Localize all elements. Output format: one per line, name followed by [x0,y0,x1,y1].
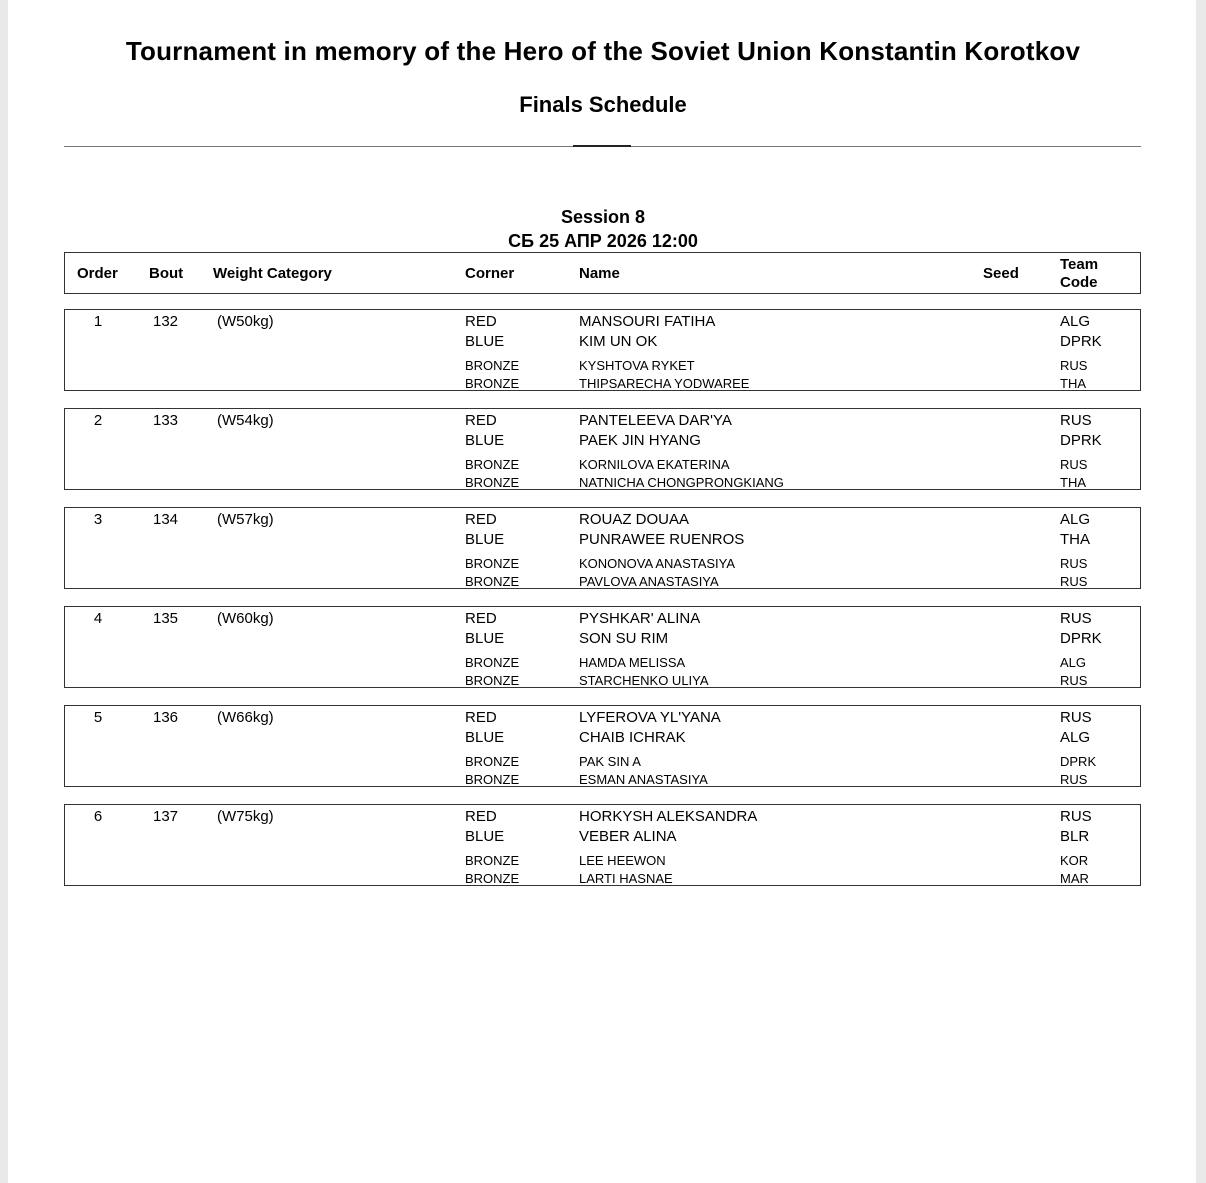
bout-row [64,804,1141,886]
corner-label: BRONZE [465,655,520,670]
table-header [64,252,1141,294]
weight-category: (W66kg) [217,709,274,726]
athlete-name: SON SU RIM [579,630,669,647]
corner-label: RED [465,709,497,726]
team-code: ALG [1060,313,1091,330]
bout-number: 134 [153,511,179,528]
athlete-name: KORNILOVA EKATERINA [579,457,730,472]
bout-number: 132 [153,313,179,330]
col-name: Name [579,265,620,282]
bout-row [64,309,1141,391]
corner-label: BRONZE [465,457,520,472]
col-order: Order [77,265,118,282]
athlete-name: PUNRAWEE RUENROS [579,531,745,548]
athlete-name: STARCHENKO ULIYA [579,673,709,688]
team-code: RUS [1060,457,1088,472]
athlete-name: PYSHKAR' ALINA [579,610,701,627]
team-code: DPRK [1060,333,1102,350]
team-code: ALG [1060,729,1091,746]
weight-category: (W54kg) [217,412,274,429]
athlete-name: NATNICHA CHONGPRONGKIANG [579,475,784,490]
bout-number: 135 [153,610,179,627]
team-code: MAR [1060,871,1089,886]
weight-category: (W57kg) [217,511,274,528]
corner-label: BLUE [465,531,505,548]
session-label: Session 8 [560,207,646,227]
athlete-name: KIM UN OK [579,333,658,350]
bout-number: 133 [153,412,179,429]
athlete-name: CHAIB ICHRAK [579,729,686,746]
corner-label: BRONZE [465,673,520,688]
athlete-name: THIPSARECHA YODWAREE [579,376,750,391]
bout-order: 3 [93,511,103,528]
corner-label: BRONZE [465,475,520,490]
corner-label: RED [465,808,497,825]
col-seed: Seed [983,265,1019,282]
team-code: DPRK [1060,630,1102,647]
corner-label: BRONZE [465,754,520,769]
corner-label: BRONZE [465,772,520,787]
athlete-name: MANSOURI FATIHA [579,313,716,330]
bout-order: 5 [93,709,103,726]
athlete-name: KYSHTOVA RYKET [579,358,695,373]
team-code: THA [1060,475,1086,490]
col-team-code [1060,256,1098,292]
weight-category: (W75kg) [217,808,274,825]
corner-label: BRONZE [465,358,520,373]
bout-order: 6 [93,808,103,825]
bout-row [64,408,1141,490]
team-code: RUS [1060,610,1092,627]
team-code: RUS [1060,808,1092,825]
athlete-name: LARTI HASNAE [579,871,673,886]
col-team-code-line1: Team [1060,256,1099,273]
athlete-name: VEBER ALINA [579,828,677,845]
team-code: BLR [1060,828,1090,845]
team-code: THA [1060,531,1090,548]
col-corner: Corner [465,265,515,282]
athlete-name: PAEK JIN HYANG [579,432,701,449]
team-code: DPRK [1060,754,1097,769]
athlete-name: ROUAZ DOUAA [579,511,690,528]
team-code: RUS [1060,574,1088,589]
bout-number: 136 [153,709,179,726]
corner-label: BRONZE [465,376,520,391]
athlete-name: KONONOVA ANASTASIYA [579,556,736,571]
corner-label: BRONZE [465,574,520,589]
team-code: DPRK [1060,432,1102,449]
corner-label: BLUE [465,729,505,746]
athlete-name: PAVLOVA ANASTASIYA [579,574,719,589]
athlete-name: PANTELEEVA DAR'YA [579,412,732,429]
corner-label: BRONZE [465,556,520,571]
session-datetime: СБ 25 АПР 2026 12:00 [508,231,698,251]
document-subtitle: Finals Schedule [519,92,687,117]
bout-order: 4 [93,610,103,627]
weight-category: (W50kg) [217,313,274,330]
weight-category: (W60kg) [217,610,274,627]
bout-order: 1 [93,313,103,330]
athlete-name: LYFEROVA YL'YANA [579,709,721,726]
col-team-code-line2: Code [1060,274,1098,291]
team-code: RUS [1060,673,1088,688]
corner-label: BLUE [465,828,505,845]
team-code: RUS [1060,772,1088,787]
corner-label: BRONZE [465,853,520,868]
athlete-name: HORKYSH ALEKSANDRA [579,808,758,825]
corner-label: BLUE [465,333,505,350]
bout-row [64,606,1141,688]
team-code: KOR [1060,853,1089,868]
team-code: THA [1060,376,1086,391]
corner-label: RED [465,511,497,528]
team-code: RUS [1060,556,1088,571]
corner-label: BRONZE [465,871,520,886]
corner-label: RED [465,313,497,330]
team-code: ALG [1060,655,1087,670]
bout-row [64,507,1141,589]
athlete-name: HAMDA MELISSA [579,655,686,670]
corner-label: BLUE [465,630,505,647]
athlete-name: LEE HEEWON [579,853,666,868]
corner-label: RED [465,412,497,429]
corner-label: RED [465,610,497,627]
corner-label: BLUE [465,432,505,449]
col-bout: Bout [149,265,184,282]
bout-row [64,705,1141,787]
bout-number: 137 [153,808,179,825]
bout-order: 2 [93,412,103,429]
athlete-name: PAK SIN A [579,754,641,769]
athlete-name: ESMAN ANASTASIYA [579,772,708,787]
header-divider-mark [573,145,631,147]
team-code: RUS [1060,358,1088,373]
col-weight-category: Weight Category [213,265,332,282]
team-code: RUS [1060,412,1092,429]
team-code: ALG [1060,511,1091,528]
document-title: Tournament in memory of the Hero of the Soviet Union Konstantin Korotkov [125,36,1081,66]
document-page [8,0,1196,1183]
team-code: RUS [1060,709,1092,726]
